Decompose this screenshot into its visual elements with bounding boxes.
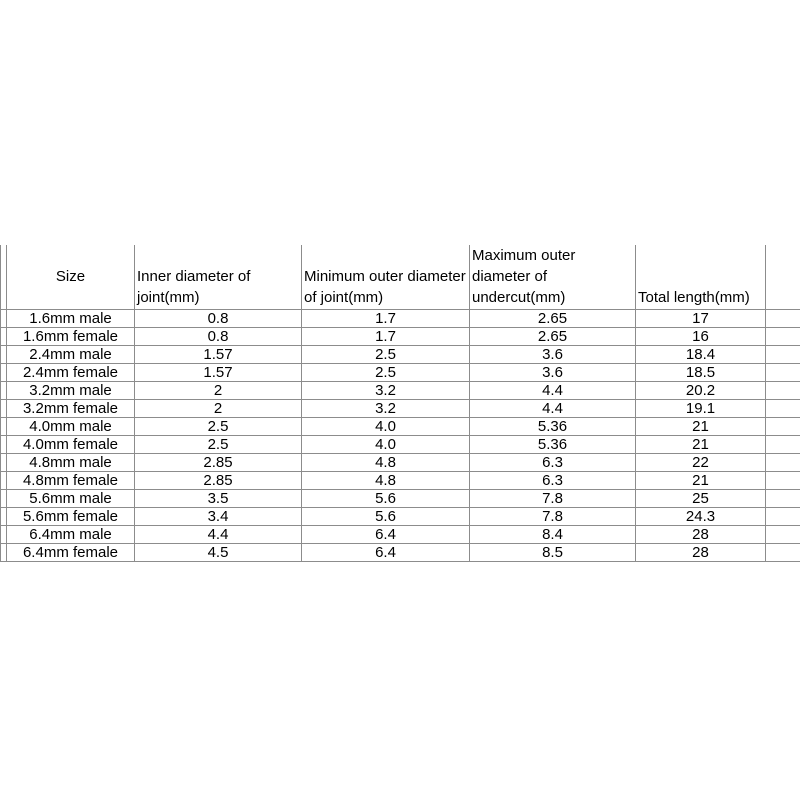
cell-total-length: 24.3	[636, 508, 766, 526]
cell-inner-diameter: 0.8	[135, 310, 302, 328]
row-end-cell	[766, 508, 800, 526]
cell-size: 4.8mm female	[7, 472, 135, 490]
cell-total-length: 18.4	[636, 346, 766, 364]
cell-inner-diameter: 4.4	[135, 526, 302, 544]
cell-max-outer-diameter: 7.8	[470, 508, 636, 526]
cell-size: 6.4mm male	[7, 526, 135, 544]
cell-total-length: 28	[636, 544, 766, 562]
table-row	[1, 472, 800, 490]
cell-min-outer-diameter: 2.5	[302, 364, 470, 382]
header-size: Size	[7, 245, 135, 310]
header-row	[1, 245, 800, 310]
cell-size: 5.6mm male	[7, 490, 135, 508]
cell-max-outer-diameter: 7.8	[470, 490, 636, 508]
table-row	[1, 310, 800, 328]
header-min-outer-diameter: Minimum outer diameter of joint(mm)	[302, 245, 470, 310]
cell-max-outer-diameter: 5.36	[470, 418, 636, 436]
cell-total-length: 25	[636, 490, 766, 508]
cell-size: 3.2mm female	[7, 400, 135, 418]
table-row	[1, 328, 800, 346]
table-row	[1, 454, 800, 472]
cell-size: 4.0mm male	[7, 418, 135, 436]
table-row	[1, 490, 800, 508]
cell-total-length: 21	[636, 472, 766, 490]
row-end-cell	[766, 454, 800, 472]
cell-inner-diameter: 3.5	[135, 490, 302, 508]
cell-min-outer-diameter: 1.7	[302, 310, 470, 328]
cell-total-length: 17	[636, 310, 766, 328]
cell-inner-diameter: 1.57	[135, 346, 302, 364]
cell-inner-diameter: 2.85	[135, 472, 302, 490]
cell-total-length: 22	[636, 454, 766, 472]
cell-inner-diameter: 2.5	[135, 418, 302, 436]
cell-max-outer-diameter: 2.65	[470, 310, 636, 328]
cell-min-outer-diameter: 3.2	[302, 382, 470, 400]
cell-max-outer-diameter: 5.36	[470, 436, 636, 454]
cell-total-length: 19.1	[636, 400, 766, 418]
cell-max-outer-diameter: 2.65	[470, 328, 636, 346]
table-row	[1, 364, 800, 382]
cell-max-outer-diameter: 8.4	[470, 526, 636, 544]
row-end-cell	[766, 328, 800, 346]
row-end-cell	[766, 436, 800, 454]
cell-size: 5.6mm female	[7, 508, 135, 526]
cell-total-length: 20.2	[636, 382, 766, 400]
cell-min-outer-diameter: 1.7	[302, 328, 470, 346]
cell-size: 4.0mm female	[7, 436, 135, 454]
row-end-cell	[766, 245, 800, 310]
cell-total-length: 18.5	[636, 364, 766, 382]
cell-inner-diameter: 3.4	[135, 508, 302, 526]
cell-max-outer-diameter: 3.6	[470, 364, 636, 382]
row-end-cell	[766, 472, 800, 490]
table-row	[1, 526, 800, 544]
cell-total-length: 21	[636, 436, 766, 454]
cell-max-outer-diameter: 6.3	[470, 454, 636, 472]
cell-min-outer-diameter: 6.4	[302, 544, 470, 562]
row-end-cell	[766, 346, 800, 364]
cell-min-outer-diameter: 2.5	[302, 346, 470, 364]
spec-table	[0, 245, 800, 562]
cell-min-outer-diameter: 5.6	[302, 508, 470, 526]
cell-min-outer-diameter: 4.0	[302, 436, 470, 454]
row-end-cell	[766, 490, 800, 508]
row-end-cell	[766, 382, 800, 400]
cell-size: 3.2mm male	[7, 382, 135, 400]
cell-inner-diameter: 4.5	[135, 544, 302, 562]
cell-total-length: 28	[636, 526, 766, 544]
cell-size: 2.4mm female	[7, 364, 135, 382]
cell-max-outer-diameter: 3.6	[470, 346, 636, 364]
table-body	[1, 245, 800, 562]
cell-inner-diameter: 2.85	[135, 454, 302, 472]
cell-min-outer-diameter: 3.2	[302, 400, 470, 418]
cell-min-outer-diameter: 4.8	[302, 472, 470, 490]
table-row	[1, 382, 800, 400]
cell-total-length: 16	[636, 328, 766, 346]
table-row	[1, 544, 800, 562]
cell-total-length: 21	[636, 418, 766, 436]
cell-max-outer-diameter: 4.4	[470, 400, 636, 418]
table-row	[1, 436, 800, 454]
cell-inner-diameter: 2	[135, 400, 302, 418]
row-end-cell	[766, 544, 800, 562]
cell-inner-diameter: 0.8	[135, 328, 302, 346]
cell-max-outer-diameter: 8.5	[470, 544, 636, 562]
cell-inner-diameter: 1.57	[135, 364, 302, 382]
cell-min-outer-diameter: 5.6	[302, 490, 470, 508]
row-end-cell	[766, 400, 800, 418]
cell-inner-diameter: 2.5	[135, 436, 302, 454]
cell-size: 2.4mm male	[7, 346, 135, 364]
cell-size: 1.6mm female	[7, 328, 135, 346]
cell-size: 4.8mm male	[7, 454, 135, 472]
cell-size: 1.6mm male	[7, 310, 135, 328]
header-total-length: Total length(mm)	[636, 245, 766, 310]
row-end-cell	[766, 418, 800, 436]
cell-max-outer-diameter: 6.3	[470, 472, 636, 490]
table-row	[1, 508, 800, 526]
table-row	[1, 346, 800, 364]
cell-min-outer-diameter: 4.0	[302, 418, 470, 436]
cell-inner-diameter: 2	[135, 382, 302, 400]
header-inner-diameter: Inner diameter of joint(mm)	[135, 245, 302, 310]
cell-max-outer-diameter: 4.4	[470, 382, 636, 400]
header-max-outer-diameter: Maximum outer diameter of undercut(mm)	[470, 245, 636, 310]
table-row	[1, 400, 800, 418]
row-end-cell	[766, 364, 800, 382]
cell-size: 6.4mm female	[7, 544, 135, 562]
row-end-cell	[766, 526, 800, 544]
cell-min-outer-diameter: 4.8	[302, 454, 470, 472]
cell-min-outer-diameter: 6.4	[302, 526, 470, 544]
row-end-cell	[766, 310, 800, 328]
table-row	[1, 418, 800, 436]
